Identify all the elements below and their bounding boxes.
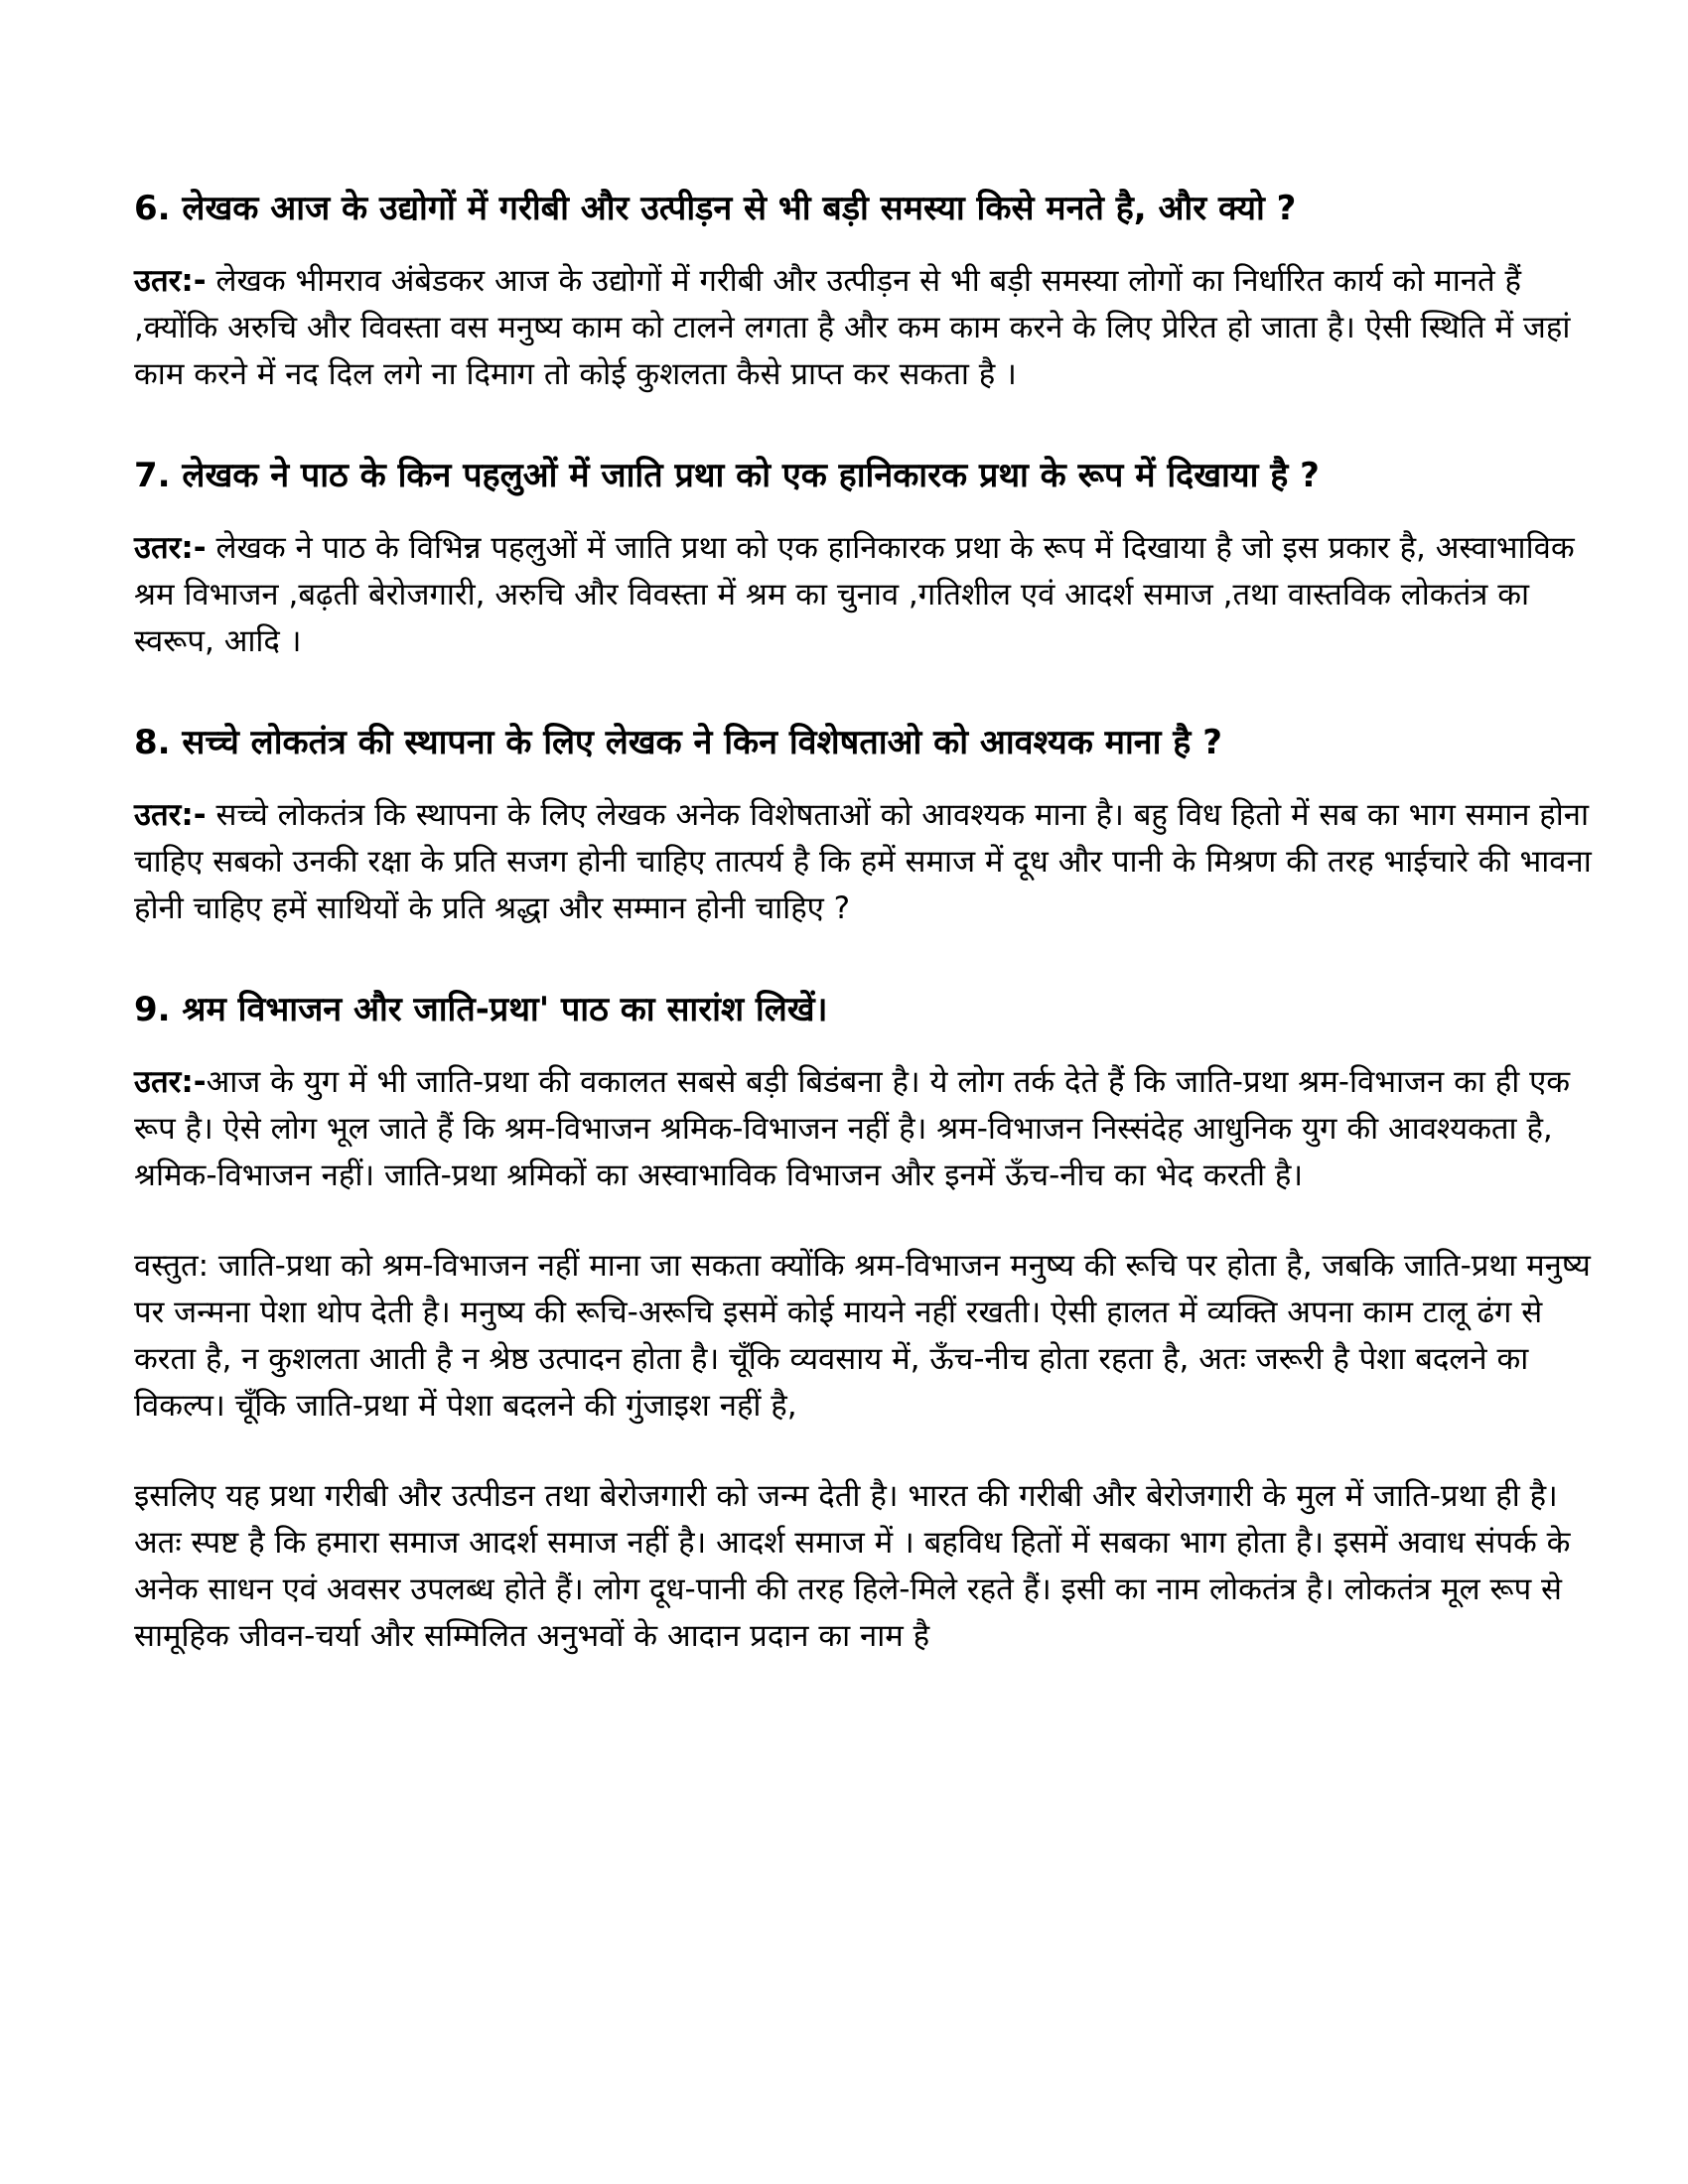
answer-8-label: उतर:-	[134, 797, 207, 833]
qa-block-question-8	[134, 719, 1604, 932]
answer-6-label: उतर:-	[134, 263, 207, 299]
answer-7-paragraph	[134, 525, 1604, 665]
qa-block-question-7	[134, 452, 1604, 665]
question-6-heading: 6. लेखक आज के उद्योगों में गरीबी और उत्पीड़न से भी बड़ी समस्या किसे मनते है, और क्यो ?	[134, 189, 1297, 228]
question-7-heading: 7. लेखक ने पाठ के किन पहलुओं में जाति प्रथा को एक हानिकारक प्रथा के रूप में दिखाया है ?	[134, 456, 1320, 495]
question-8-heading: 8. सच्चे लोकतंत्र की स्थापना के लिए लेखक ने किन विशेषताओ को आवश्यक माना है ?	[134, 723, 1222, 762]
answer-7-text: लेखक ने पाठ के विभिन्न पहलुओं में जाति प्रथा को एक हानिकारक प्रथा के रूप में दिखाया है जो इस प्रकार है, अस्वाभाविक श्रम विभाजन ,बढ़ती बेरोजगारी, अरुचि और विवस्ता में श्रम का चुनाव ,गतिशील एवं आदर्श समाज ,तथा वास्तविक लोकतंत्र का स्वरूप, आदि ।	[134, 530, 1575, 659]
answer-8-text: सच्चे लोकतंत्र कि स्थापना के लिए लेखक अनेक विशेषताओं को आवश्यक माना है। बहु विध हितो में सब का भाग समान होना चाहिए सबको उनकी रक्षा के प्रति सजग होनी चाहिए तात्पर्य है कि हमें समाज में दूध और पानी के मिश्रण की तरह भाईचारे की भावना होनी चाहिए हमें साथियों के प्रति श्रद्धा और सम्मान होनी चाहिए ?	[134, 797, 1592, 926]
answer-6-text: लेखक भीमराव अंबेडकर आज के उद्योगों में गरीबी और उत्पीड़न से भी बड़ी समस्या लोगों का निर्धारित कार्य को मानते हैं ,क्योंकि अरुचि और विवस्ता वस मनुष्य काम को टालने लगता है और कम काम करने के लिए प्रेरित हो जाता है। ऐसी स्थिति में जहां काम करने में नद दिल लगे ना दिमाग तो कोई कुशलता कैसे प्राप्त कर सकता है ।	[134, 263, 1571, 392]
answer-8-paragraph	[134, 792, 1604, 932]
qa-block-question-6	[134, 185, 1604, 398]
qa-block-question-9	[134, 986, 1604, 1660]
answer-7-label: उतर:-	[134, 530, 207, 566]
question-9-heading: 9. श्रम विभाजन और जाति-प्रथा' पाठ का सारांश लिखें।	[134, 990, 828, 1029]
answer-9-paragraph-3: इसलिए यह प्रथा गरीबी और उत्पीडन तथा बेरोजगारी को जन्म देती है। भारत की गरीबी और बेरोजगारी के मुल में जाति-प्रथा ही है। अतः स्पष्ट है कि हमारा समाज आदर्श समाज नहीं है। आदर्श समाज में । बहविध हितों में सबका भाग होता है। इसमें अवाध संपर्क के अनेक साधन एवं अवसर उपलब्ध होते हैं। लोग दूध-पानी की तरह हिले-मिले रहते हैं। इसी का नाम लोकतंत्र है। लोकतंत्र मूल रूप से सामूहिक जीवन-चर्या और सम्मिलित अनुभवों के आदान प्रदान का नाम है	[134, 1478, 1571, 1654]
document-content	[134, 185, 1604, 1713]
answer-6-paragraph	[134, 258, 1604, 398]
answer-9-label: उतर:-	[134, 1064, 207, 1100]
answer-9-paragraph-2: वस्तुत: जाति-प्रथा को श्रम-विभाजन नहीं माना जा सकता क्योंकि श्रम-विभाजन मनुष्य की रूचि पर होता है, जबकि जाति-प्रथा मनुष्य पर जन्मना पेशा थोप देती है। मनुष्य की रूचि-अरूचि इसमें कोई मायने नहीं रखती। ऐसी हालत में व्यक्ति अपना काम टालू ढंग से करता है, न कुशलता आती है न श्रेष्ठ उत्पादन होता है। चूँकि व्यवसाय में, ऊँच-नीच होता रहता है, अतः जरूरी है पेशा बदलने का विकल्प। चूँकि जाति-प्रथा में पेशा बदलने की गुंजाइश नहीं है,	[134, 1248, 1591, 1424]
answer-9-text: आज के युग में भी जाति-प्रथा की वकालत सबसे बड़ी बिडंबना है। ये लोग तर्क देते हैं कि जाति-प्रथा श्रम-विभाजन का ही एक रूप है। ऐसे लोग भूल जाते हैं कि श्रम-विभाजन श्रमिक-विभाजन नहीं है। श्रम-विभाजन निस्संदेह आधुनिक युग की आवश्यकता है, श्रमिक-विभाजन नहीं। जाति-प्रथा श्रमिकों का अस्वाभाविक विभाजन और इनमें ऊँच-नीच का भेद करती है।	[134, 1064, 1571, 1193]
answer-9-paragraph-1	[134, 1059, 1604, 1199]
